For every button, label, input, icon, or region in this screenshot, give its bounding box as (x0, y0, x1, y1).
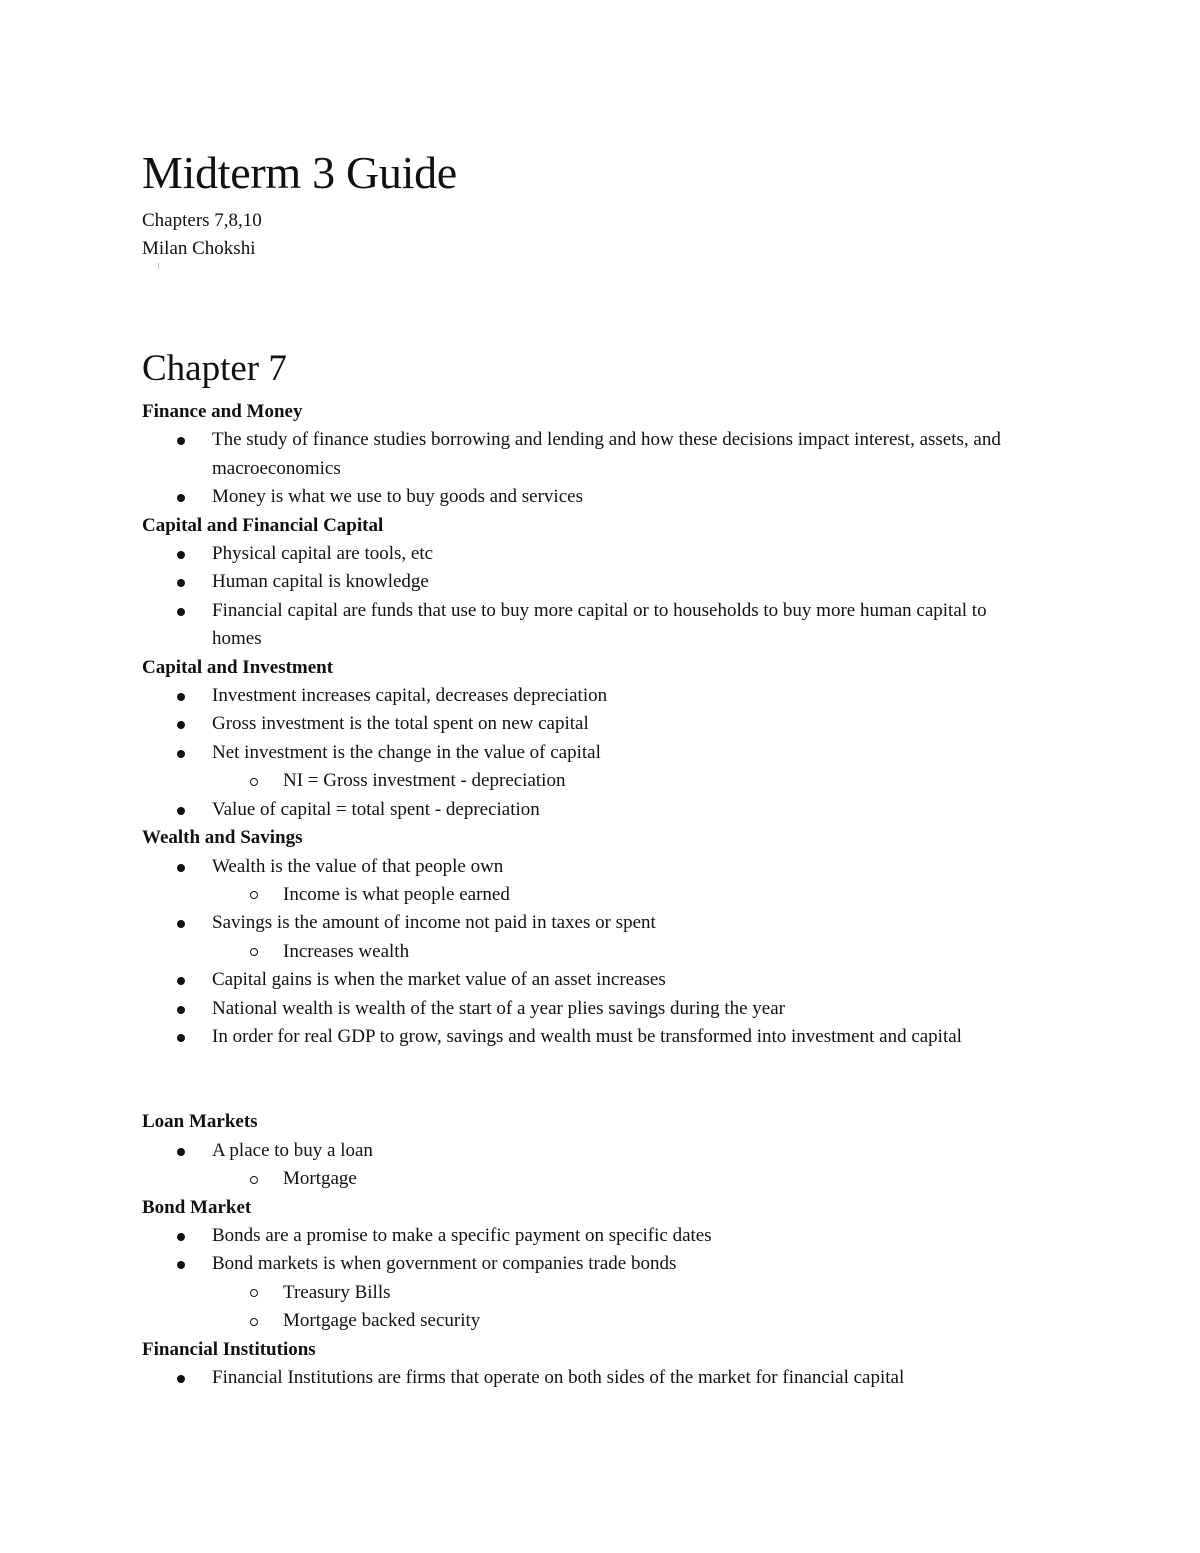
list-item: In order for real GDP to grow, savings and wealth must be transformed into investment and capital (142, 1023, 1012, 1051)
list-item: Capital gains is when the market value of an asset increases (142, 966, 1012, 994)
document-meta (142, 207, 1042, 263)
wealth-savings-list (142, 853, 1042, 1052)
loan-markets-list (142, 1137, 1042, 1194)
list-item: Wealth is the value of that people own (142, 853, 1012, 881)
list-item: Human capital is knowledge (142, 568, 1012, 596)
list-item: Value of capital = total spent - depreciation (142, 796, 1012, 824)
section-heading-financial-institutions: Financial Institutions (142, 1338, 316, 1360)
section-heading-finance-money: Finance and Money (142, 401, 303, 422)
list-subitem: Mortgage backed security (142, 1307, 1083, 1335)
document-author: Milan Chokshi (142, 238, 256, 259)
capital-financial-list (142, 540, 1042, 654)
list-subitem: Income is what people earned (142, 881, 1083, 909)
list-subitem: NI = Gross investment - depreciation (142, 767, 1083, 795)
list-item: Net investment is the change in the value of capital (142, 739, 1012, 767)
list-item: A place to buy a loan (142, 1137, 1012, 1165)
section-heading-bond-market: Bond Market (142, 1196, 252, 1218)
document-subtitle: Chapters 7,8,10 (142, 210, 262, 231)
blank-lines (142, 1051, 1042, 1108)
list-item: National wealth is wealth of the start of a year plies savings during the year (142, 995, 1012, 1023)
document-title: Midterm 3 Guide (142, 147, 457, 198)
list-item: Gross investment is the total spent on new capital (142, 710, 1012, 738)
list-subitem: Increases wealth (142, 938, 1083, 966)
list-subitem: Mortgage (142, 1165, 1083, 1193)
list-item: The study of finance studies borrowing and lending and how these decisions impact interest, assets, and macroeconomics (142, 426, 1012, 483)
list-item: Bond markets is when government or companies trade bonds (142, 1250, 1012, 1278)
list-subitem: Treasury Bills (142, 1279, 1083, 1307)
section-heading-capital-investment: Capital and Investment (142, 656, 334, 678)
finance-money-list (142, 426, 1042, 511)
list-item: Physical capital are tools, etc (142, 540, 1012, 568)
capital-investment-list (142, 682, 1042, 824)
financial-institutions-list (142, 1364, 1042, 1392)
section-heading-capital-financial: Capital and Financial Capital (142, 514, 384, 536)
document-page (142, 144, 1042, 1392)
section-heading-loan-markets: Loan Markets (142, 1111, 258, 1133)
chapter-heading: Chapter 7 (142, 348, 287, 389)
list-item: Savings is the amount of income not paid in taxes or spent (142, 909, 1012, 937)
list-item: Money is what we use to buy goods and services (142, 483, 1012, 511)
list-item: Financial capital are funds that use to buy more capital or to households to buy more human capital to homes (142, 597, 1012, 654)
list-item: Bonds are a promise to make a specific payment on specific dates (142, 1222, 1012, 1250)
chapter-section (142, 346, 1042, 1392)
section-heading-wealth-savings: Wealth and Savings (142, 827, 303, 849)
list-item: Financial Institutions are firms that operate on both sides of the market for financial capital (142, 1364, 1012, 1392)
text-cursor-mark (158, 263, 159, 269)
bond-market-list (142, 1222, 1042, 1336)
list-item: Investment increases capital, decreases depreciation (142, 682, 1012, 710)
